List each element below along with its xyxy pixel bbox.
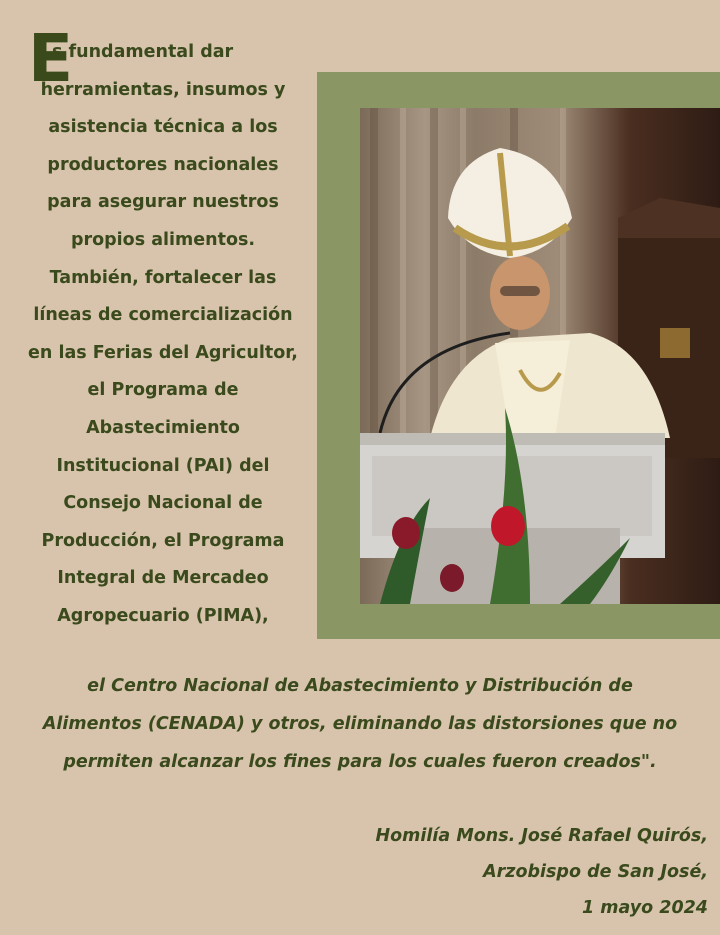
quote-line: asistencia técnica a los	[48, 117, 278, 138]
quote-line: para asegurar nuestros	[47, 192, 279, 213]
attribution-author: Homilía Mons. José Rafael Quirós,	[375, 826, 708, 846]
attribution-date: 1 mayo 2024	[581, 898, 708, 918]
quote-line: el Centro Nacional de Abastecimiento y Distribución de	[87, 676, 633, 696]
quote-line: permiten alcanzar los fines para los cuales fueron creados".	[63, 751, 657, 772]
attribution-title: Arzobispo de San José,	[483, 862, 708, 882]
quote-left-column	[14, 34, 312, 636]
quote-line: el Programa de	[87, 380, 239, 401]
archbishop-photo	[360, 108, 720, 604]
quote-line: productores nacionales	[47, 154, 279, 175]
quote-line: líneas de comercialización	[33, 305, 293, 326]
quote-continuation	[14, 668, 706, 781]
drop-cap-letter: E	[28, 20, 74, 97]
quote-line: s fundamental dar	[52, 42, 234, 62]
quote-line: Producción, el Programa	[41, 530, 285, 551]
quote-line: Integral de Mercadeo	[57, 568, 269, 589]
attribution	[108, 818, 708, 926]
quote-line: Institucional (PAI) del	[56, 455, 270, 476]
quote-line: También, fortalecer las	[49, 267, 277, 288]
quote-line: Alimentos (CENADA) y otros, eliminando las distorsiones que no	[42, 713, 678, 734]
quote-line: en las Ferias del Agricultor,	[28, 342, 298, 363]
quote-line: Abastecimiento	[86, 417, 240, 438]
quote-line: Consejo Nacional de	[63, 493, 263, 514]
quote-line: propios alimentos.	[70, 229, 256, 250]
quote-line: herramientas, insumos y	[40, 79, 286, 100]
quote-line: Agropecuario (PIMA),	[57, 605, 269, 626]
